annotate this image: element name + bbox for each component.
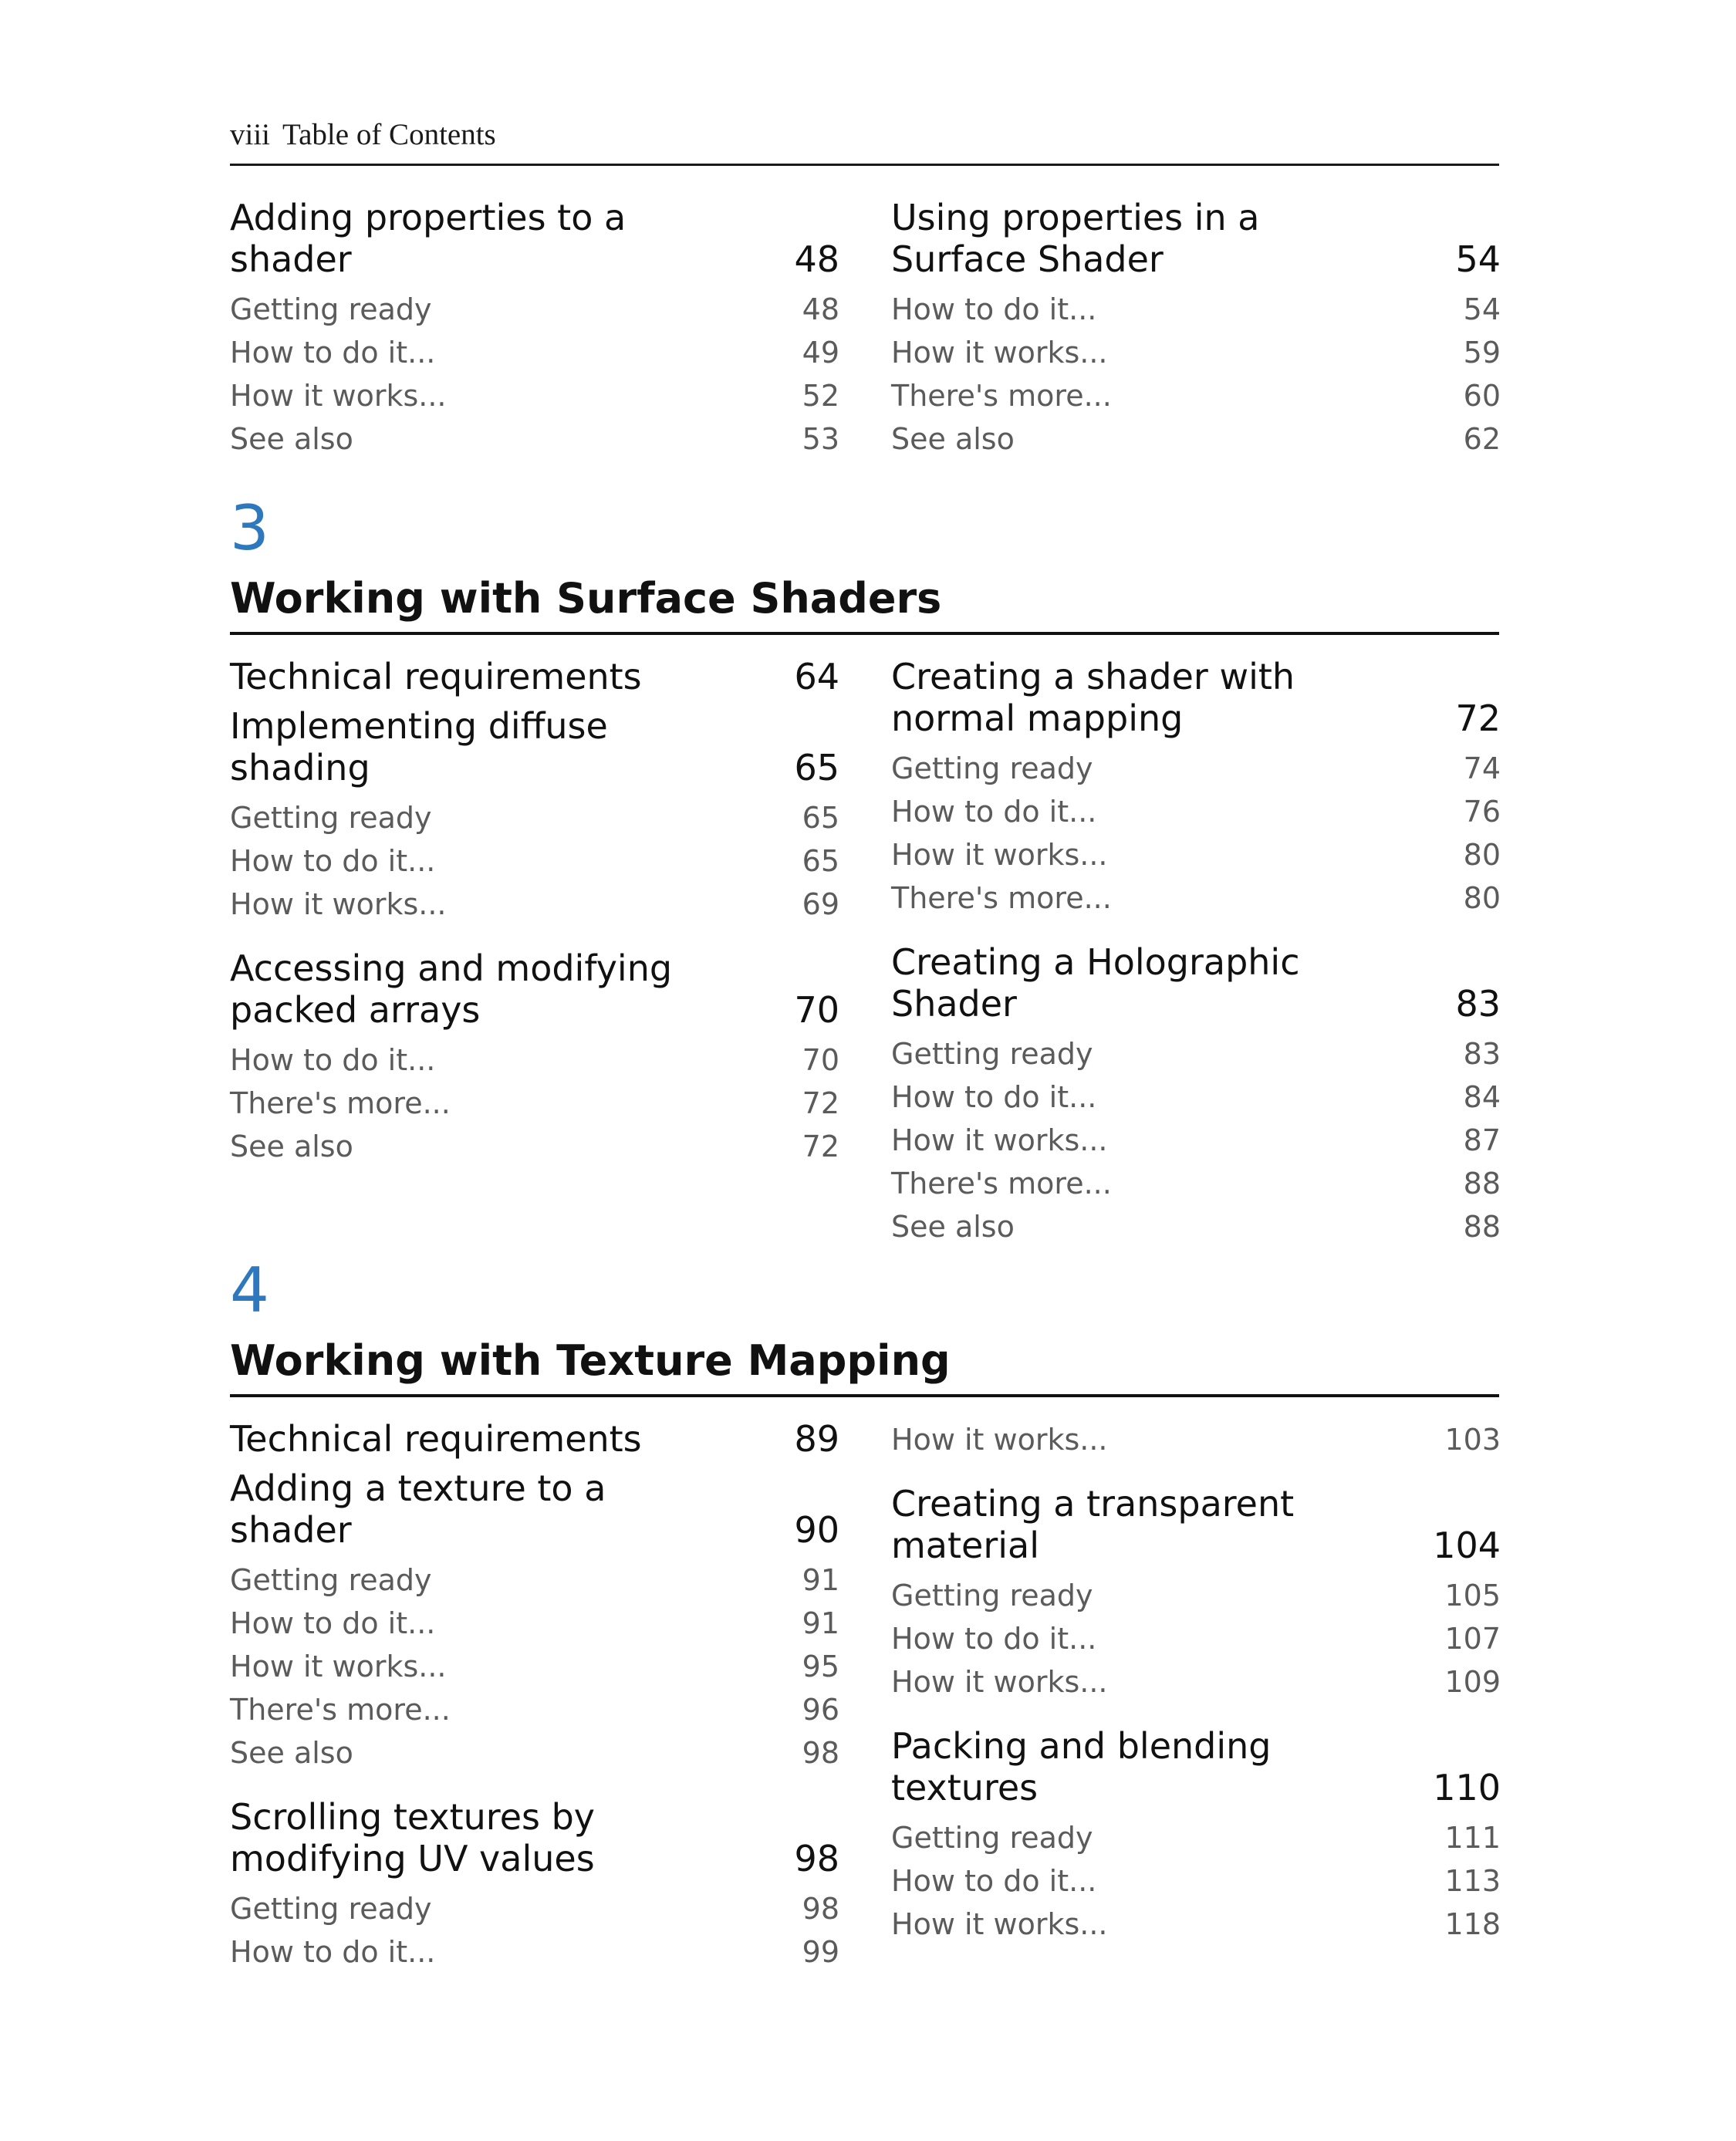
entry-title: Getting ready xyxy=(230,1563,432,1597)
toc-subsection-entry[interactable] xyxy=(230,1688,839,1731)
entry-page-number: 111 xyxy=(1444,1821,1501,1855)
toc-section-entry[interactable] xyxy=(230,656,839,697)
entry-page-number: 99 xyxy=(802,1935,839,1969)
toc-subsection-entry[interactable] xyxy=(230,1887,839,1930)
entry-title: How it works... xyxy=(891,336,1108,370)
entry-title: Getting ready xyxy=(891,1821,1093,1855)
entry-page-number: 84 xyxy=(1463,1080,1501,1114)
entry-title: How to do it... xyxy=(891,1622,1097,1656)
toc-subsection-entry[interactable] xyxy=(891,1816,1501,1859)
entry-title: How it works... xyxy=(891,838,1108,872)
entry-page-number: 91 xyxy=(802,1606,839,1640)
entry-page-number: 53 xyxy=(802,422,839,456)
entry-page-number: 110 xyxy=(1433,1767,1501,1808)
entry-page-number: 64 xyxy=(794,656,839,697)
entry-page-number: 54 xyxy=(1455,238,1501,280)
entry-page-number: 83 xyxy=(1463,1037,1501,1071)
toc-subsection-entry[interactable] xyxy=(891,417,1501,461)
entry-title: See also xyxy=(230,1130,353,1163)
entry-page-number: 118 xyxy=(1444,1907,1501,1941)
entry-title: Getting ready xyxy=(230,801,432,835)
toc-section-entry[interactable] xyxy=(891,1483,1501,1566)
toc-subsection-entry[interactable] xyxy=(891,1205,1501,1248)
toc-subsection-entry[interactable] xyxy=(891,1076,1501,1119)
entry-page-number: 72 xyxy=(1455,697,1501,739)
toc-subsection-entry[interactable] xyxy=(891,876,1501,920)
toc-section-entry[interactable] xyxy=(230,705,839,789)
toc-subsection-entry[interactable] xyxy=(891,790,1501,833)
entry-title: There's more... xyxy=(891,881,1112,915)
entry-page-number: 52 xyxy=(802,379,839,413)
entry-title: Getting ready xyxy=(891,1579,1093,1613)
chapter-number: 4 xyxy=(230,1255,269,1326)
running-head xyxy=(230,116,1499,166)
toc-subsection-entry[interactable] xyxy=(891,1032,1501,1076)
entry-title: How it works... xyxy=(891,1423,1108,1457)
entry-title: Creating a Holographic Shader xyxy=(891,941,1300,1025)
chapter-number: 3 xyxy=(230,492,269,564)
entry-title: Creating a shader with normal mapping xyxy=(891,656,1295,739)
entry-title: Technical requirements xyxy=(230,1418,642,1460)
toc-subsection-entry[interactable] xyxy=(230,1602,839,1645)
entry-title: Getting ready xyxy=(230,292,432,326)
entry-title: How to do it... xyxy=(230,1935,436,1969)
entry-page-number: 104 xyxy=(1433,1525,1501,1566)
running-head-title: Table of Contents xyxy=(282,118,496,151)
entry-title: There's more... xyxy=(230,1693,451,1727)
toc-column-right xyxy=(891,197,1501,461)
entry-page-number: 109 xyxy=(1444,1665,1501,1699)
entry-title: See also xyxy=(891,422,1015,456)
entry-title: Scrolling textures by modifying UV values xyxy=(230,1796,596,1879)
toc-subsection-entry[interactable] xyxy=(891,288,1501,331)
entry-page-number: 49 xyxy=(802,336,839,370)
toc-column-left xyxy=(230,1418,839,1974)
entry-page-number: 76 xyxy=(1463,795,1501,829)
entry-title: See also xyxy=(230,1736,353,1770)
toc-subsection-entry[interactable] xyxy=(230,374,839,417)
toc-subsection-entry[interactable] xyxy=(230,417,839,461)
toc-subsection-entry[interactable] xyxy=(230,1082,839,1125)
entry-title: How to do it... xyxy=(230,336,436,370)
toc-subsection-entry[interactable] xyxy=(230,1038,839,1082)
entry-page-number: 69 xyxy=(802,887,839,921)
toc-subsection-entry[interactable] xyxy=(230,331,839,374)
toc-subsection-entry[interactable] xyxy=(230,1558,839,1602)
entry-page-number: 105 xyxy=(1444,1579,1501,1613)
entry-page-number: 62 xyxy=(1463,422,1501,456)
entry-title: There's more... xyxy=(230,1086,451,1120)
toc-subsection-entry[interactable] xyxy=(230,1645,839,1688)
toc-subsection-entry[interactable] xyxy=(891,833,1501,876)
entry-title: There's more... xyxy=(891,1167,1112,1201)
chapter-title: Working with Surface Shaders xyxy=(230,575,1499,635)
entry-title: See also xyxy=(891,1210,1015,1244)
entry-page-number: 48 xyxy=(802,292,839,326)
entry-page-number: 95 xyxy=(802,1650,839,1683)
entry-title: How to do it... xyxy=(230,1606,436,1640)
entry-page-number: 98 xyxy=(802,1892,839,1926)
entry-title: Getting ready xyxy=(891,751,1093,785)
entry-page-number: 98 xyxy=(802,1736,839,1770)
toc-subsection-entry[interactable] xyxy=(891,374,1501,417)
entry-page-number: 89 xyxy=(794,1418,839,1460)
entry-title: How to do it... xyxy=(891,292,1097,326)
chapter-title: Working with Texture Mapping xyxy=(230,1337,1499,1397)
toc-subsection-entry[interactable] xyxy=(230,1125,839,1168)
toc-subsection-entry[interactable] xyxy=(891,1660,1501,1704)
entry-page-number: 88 xyxy=(1463,1210,1501,1244)
toc-section-entry[interactable] xyxy=(891,197,1501,280)
toc-subsection-entry[interactable] xyxy=(891,1859,1501,1903)
entry-title: How to do it... xyxy=(891,1080,1097,1114)
entry-title: Technical requirements xyxy=(230,656,642,697)
toc-section-entry[interactable] xyxy=(891,1725,1501,1808)
entry-page-number: 72 xyxy=(802,1086,839,1120)
toc-section-entry[interactable] xyxy=(891,656,1501,739)
entry-title: How to do it... xyxy=(891,795,1097,829)
entry-page-number: 80 xyxy=(1463,881,1501,915)
entry-title: How it works... xyxy=(230,1650,447,1683)
toc-section-entry[interactable] xyxy=(230,197,839,280)
toc-subsection-entry[interactable] xyxy=(891,331,1501,374)
toc-subsection-entry[interactable] xyxy=(230,288,839,331)
entry-page-number: 65 xyxy=(794,747,839,789)
toc-subsection-entry[interactable] xyxy=(891,747,1501,790)
entry-title: How it works... xyxy=(891,1907,1108,1941)
entry-title: How to do it... xyxy=(891,1864,1097,1898)
entry-page-number: 65 xyxy=(802,844,839,878)
toc-subsection-entry[interactable] xyxy=(891,1903,1501,1946)
entry-page-number: 70 xyxy=(794,989,839,1031)
entry-title: Getting ready xyxy=(230,1892,432,1926)
entry-title: Accessing and modifying packed arrays xyxy=(230,947,673,1031)
toc-subsection-entry[interactable] xyxy=(891,1574,1501,1617)
entry-title: How it works... xyxy=(891,1665,1108,1699)
entry-page-number: 80 xyxy=(1463,838,1501,872)
entry-page-number: 74 xyxy=(1463,751,1501,785)
entry-page-number: 60 xyxy=(1463,379,1501,413)
entry-page-number: 107 xyxy=(1444,1622,1501,1656)
toc-subsection-entry[interactable] xyxy=(230,839,839,883)
entry-page-number: 96 xyxy=(802,1693,839,1727)
entry-title: See also xyxy=(230,422,353,456)
entry-page-number: 70 xyxy=(802,1043,839,1077)
entry-title: Packing and blending textures xyxy=(891,1725,1272,1808)
toc-section-entry[interactable] xyxy=(230,1796,839,1879)
entry-title: How to do it... xyxy=(230,844,436,878)
toc-subsection-entry[interactable] xyxy=(230,883,839,926)
entry-page-number: 90 xyxy=(794,1509,839,1551)
toc-column-left xyxy=(230,197,839,461)
entry-page-number: 103 xyxy=(1444,1423,1501,1457)
entry-page-number: 98 xyxy=(794,1838,839,1879)
toc-subsection-entry[interactable] xyxy=(230,796,839,839)
toc-column-right xyxy=(891,1418,1501,1946)
entry-title: How it works... xyxy=(891,1123,1108,1157)
entry-title: How it works... xyxy=(230,887,447,921)
entry-title: Implementing diffuse shading xyxy=(230,705,608,789)
entry-page-number: 87 xyxy=(1463,1123,1501,1157)
entry-page-number: 48 xyxy=(794,238,839,280)
entry-title: Getting ready xyxy=(891,1037,1093,1071)
page-number: viii xyxy=(230,118,271,151)
toc-section-entry[interactable] xyxy=(230,1418,839,1460)
entry-title: Adding a texture to a shader xyxy=(230,1467,606,1551)
entry-page-number: 113 xyxy=(1444,1864,1501,1898)
toc-section-entry[interactable] xyxy=(230,947,839,1031)
entry-page-number: 54 xyxy=(1463,292,1501,326)
entry-title: Creating a transparent material xyxy=(891,1483,1295,1566)
entry-title: Using properties in a Surface Shader xyxy=(891,197,1260,280)
toc-subsection-entry[interactable] xyxy=(891,1418,1501,1461)
entry-page-number: 88 xyxy=(1463,1167,1501,1201)
entry-title: How to do it... xyxy=(230,1043,436,1077)
entry-title: How it works... xyxy=(230,379,447,413)
toc-section-entry[interactable] xyxy=(230,1467,839,1551)
toc-subsection-entry[interactable] xyxy=(891,1162,1501,1205)
toc-subsection-entry[interactable] xyxy=(891,1119,1501,1162)
entry-page-number: 83 xyxy=(1455,983,1501,1025)
toc-column-left xyxy=(230,656,839,1168)
entry-title: There's more... xyxy=(891,379,1112,413)
toc-subsection-entry[interactable] xyxy=(891,1617,1501,1660)
toc-section-entry[interactable] xyxy=(891,941,1501,1025)
entry-title: Adding properties to a shader xyxy=(230,197,627,280)
entry-page-number: 72 xyxy=(802,1130,839,1163)
toc-column-right xyxy=(891,656,1501,1248)
toc-subsection-entry[interactable] xyxy=(230,1930,839,1974)
toc-subsection-entry[interactable] xyxy=(230,1731,839,1775)
entry-page-number: 91 xyxy=(802,1563,839,1597)
entry-page-number: 65 xyxy=(802,801,839,835)
entry-page-number: 59 xyxy=(1463,336,1501,370)
